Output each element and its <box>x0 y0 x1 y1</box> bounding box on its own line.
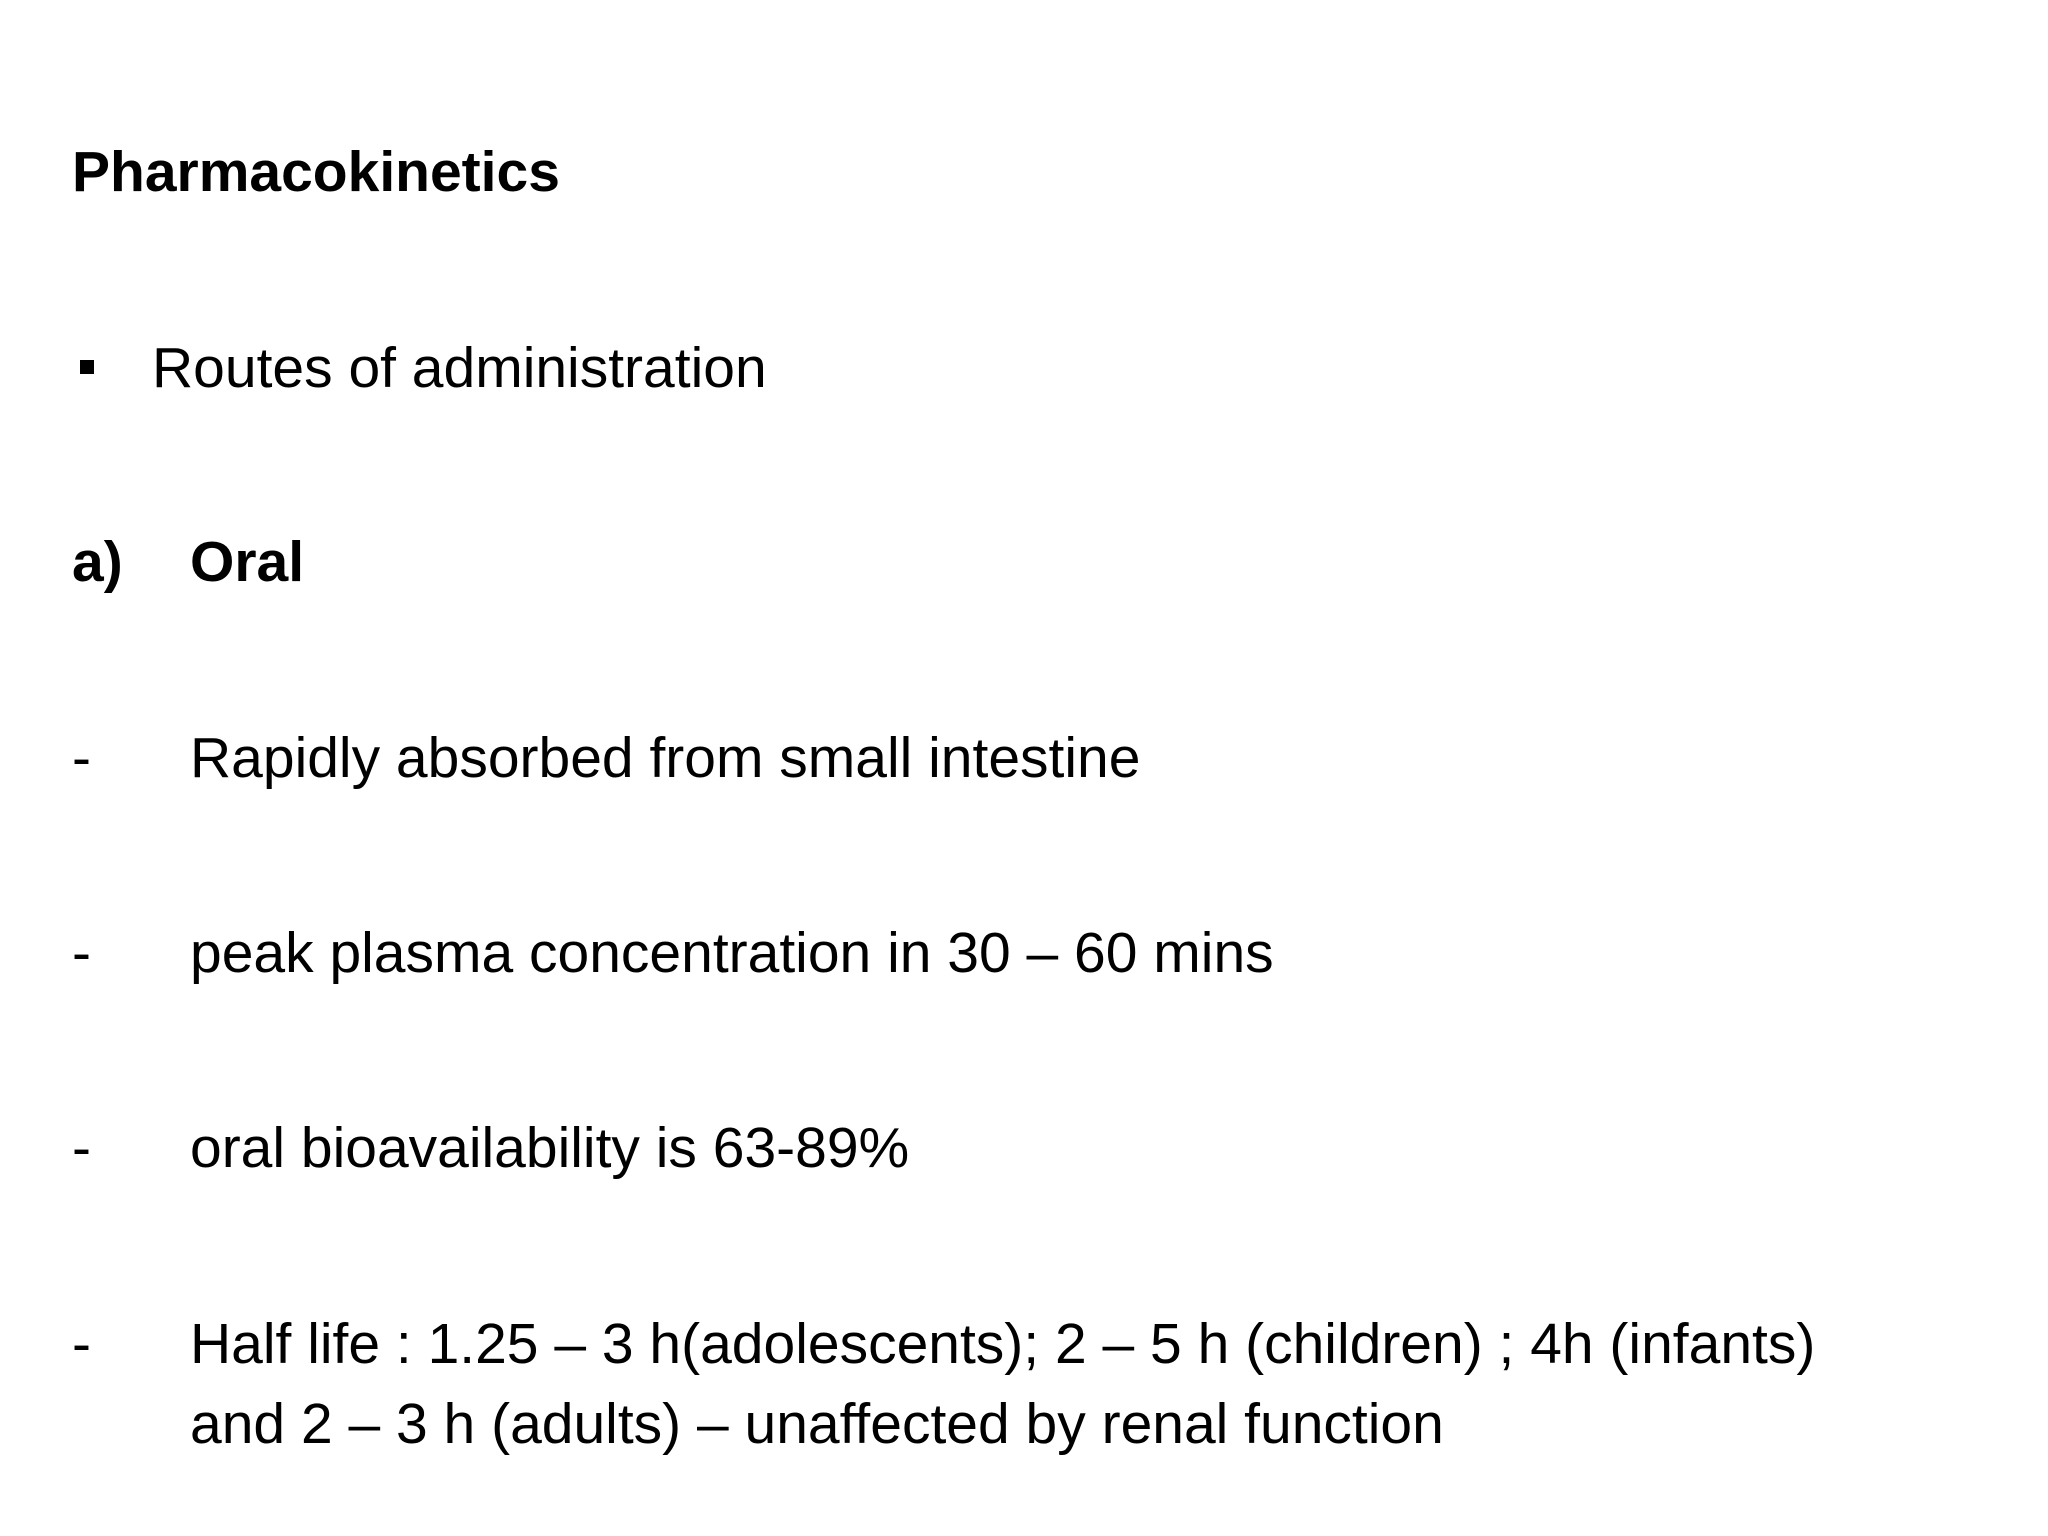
list-item-text: oral bioavailability is 63-89% <box>190 1116 910 1180</box>
list-item-text: peak plasma concentration in 30 – 60 mins <box>190 921 1274 985</box>
dash-marker: - <box>72 921 91 985</box>
slide-title: Pharmacokinetics <box>72 140 560 204</box>
square-bullet-icon <box>80 360 94 374</box>
list-item-text-line-2: and 2 – 3 h (adults) – unaffected by renal function <box>190 1392 1444 1456</box>
dash-marker: - <box>72 726 91 790</box>
dash-marker: - <box>72 1312 91 1376</box>
dash-marker: - <box>72 1116 91 1180</box>
list-item-text: Rapidly absorbed from small intestine <box>190 726 1141 790</box>
bullet-text: Routes of administration <box>152 336 767 400</box>
section-marker: a) <box>72 530 123 594</box>
section-label: Oral <box>190 530 305 594</box>
list-item-text-line-1: Half life : 1.25 – 3 h(adolescents); 2 – 5 h (children) ; 4h (infants) <box>190 1312 1816 1376</box>
